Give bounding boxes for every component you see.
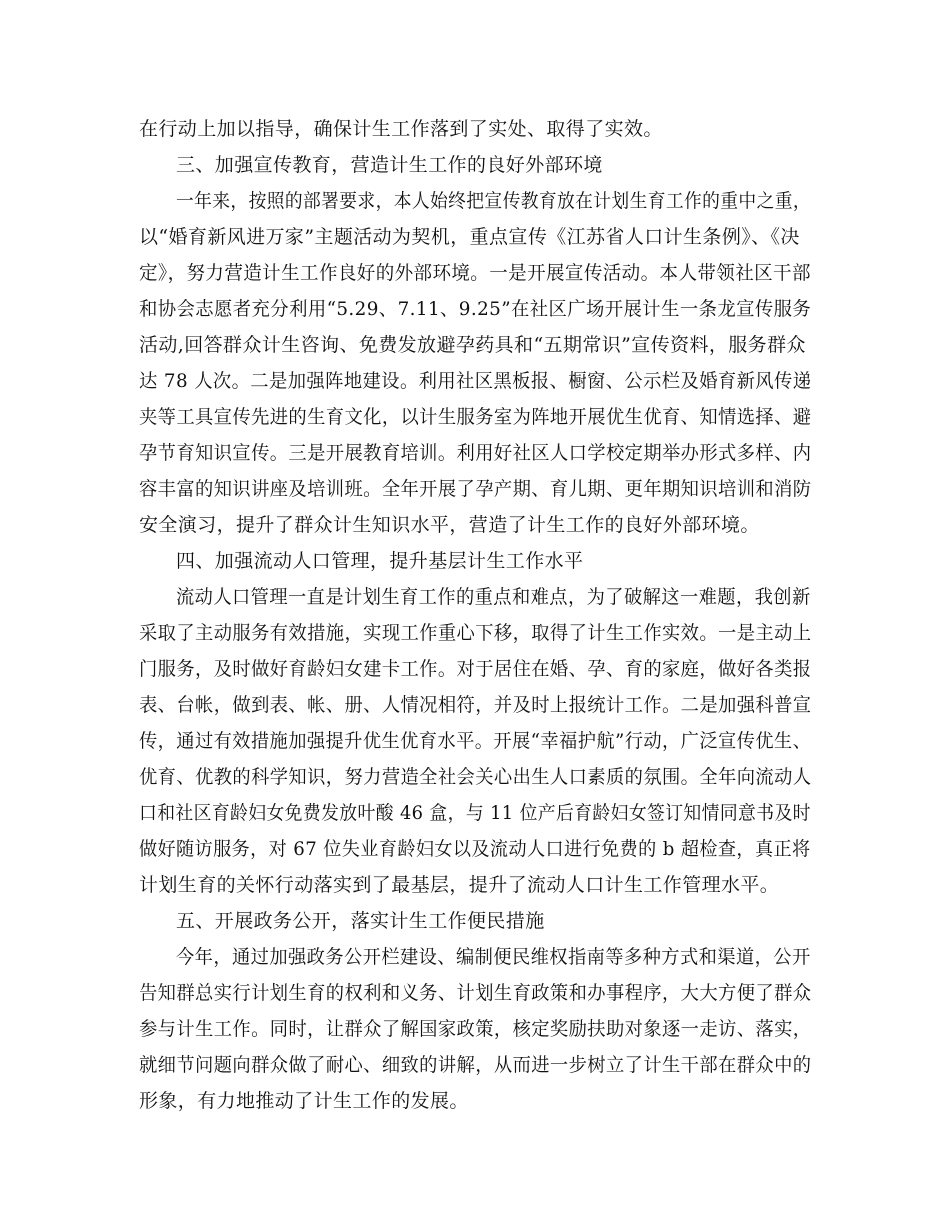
paragraph-line: 容丰富的知识讲座及培训班。全年开展了孕产期、育儿期、更年期知识培训和消防 bbox=[139, 478, 812, 500]
paragraph-line: 在行动上加以指导，确保计生工作落到了实处、取得了实效。 bbox=[139, 118, 663, 140]
section-heading-4: 四、加强流动人口管理，提升基层计生工作水平 bbox=[176, 550, 584, 572]
paragraph-line: 门服务，及时做好育龄妇女建卡工作。对于居住在婚、孕、育的家庭，做好各类报 bbox=[139, 658, 812, 680]
paragraph-line: 传，通过有效措施加强提升优生优育水平。开展“幸福护航”行动，广泛宣传优生、 bbox=[139, 730, 812, 752]
paragraph-line: 安全演习，提升了群众计生知识水平，营造了计生工作的良好外部环境。 bbox=[139, 514, 760, 536]
paragraph-line: 夹等工具宣传先进的生育文化，以计生服务室为阵地开展优生优育、知情选择、避 bbox=[139, 406, 812, 428]
paragraph-line: 定》，努力营造计生工作良好的外部环境。一是开展宣传活动。本人带领社区干部 bbox=[139, 262, 811, 284]
paragraph-line: 以“婚育新风进万家”主题活动为契机，重点宣传《江苏省人口计生条例》、《决 bbox=[139, 226, 800, 248]
paragraph-line: 活动,回答群众计生咨询、免费发放避孕药具和“五期常识”宣传资料，服务群众 bbox=[139, 334, 806, 356]
paragraph-line: 优育、优教的科学知识，努力营造全社会关心出生人口素质的氛围。全年向流动人 bbox=[139, 766, 812, 788]
section-heading-5: 五、开展政务公开，落实计生工作便民措施 bbox=[176, 910, 545, 932]
paragraph-line: 和协会志愿者充分利用“5.29、7.11、9.25”在社区广场开展计生一条龙宣传服务 bbox=[139, 298, 812, 320]
paragraph-line: 做好随访服务，对 67 位失业育龄妇女以及流动人口进行免费的 b 超检查，真正将 bbox=[139, 838, 811, 860]
paragraph-line: 采取了主动服务有效措施，实现工作重心下移，取得了计生工作实效。一是主动上 bbox=[139, 622, 812, 644]
paragraph-line: 就细节问题向群众做了耐心、细致的讲解，从而进一步树立了计生干部在群众中的 bbox=[139, 1054, 812, 1076]
paragraph-line: 一年来，按照的部署要求，本人始终把宣传教育放在计划生育工作的重中之重， bbox=[176, 190, 812, 212]
paragraph-line: 孕节育知识宣传。三是开展教育培训。利用好社区人口学校定期举办形式多样、内 bbox=[139, 442, 812, 464]
paragraph-line: 口和社区育龄妇女免费发放叶酸 46 盒，与 11 位产后育龄妇女签订知情同意书及时 bbox=[139, 802, 811, 824]
paragraph-line: 流动人口管理一直是计划生育工作的重点和难点，为了破解这一难题，我创新 bbox=[176, 586, 811, 608]
paragraph-line: 形象，有力地推动了计生工作的发展。 bbox=[139, 1090, 469, 1112]
paragraph-line: 参与计生工作。同时，让群众了解国家政策，核定奖励扶助对象逐一走访、落实， bbox=[139, 1018, 812, 1040]
paragraph-line: 今年，通过加强政务公开栏建设、编制便民维权指南等多种方式和渠道，公开 bbox=[176, 946, 811, 968]
paragraph-line: 表、台帐，做到表、帐、册、人情况相符，并及时上报统计工作。二是加强科普宣 bbox=[139, 694, 812, 716]
paragraph-line: 达 78 人次。二是加强阵地建设。利用社区黑板报、橱窗、公示栏及婚育新风传递 bbox=[139, 370, 812, 392]
section-heading-3: 三、加强宣传教育，营造计生工作的良好外部环境 bbox=[176, 154, 603, 176]
paragraph-line: 计划生育的关怀行动落实到了最基层，提升了流动人口计生工作管理水平。 bbox=[139, 874, 780, 896]
paragraph-line: 告知群总实行计划生育的权利和义务、计划生育政策和办事程序，大大方便了群众 bbox=[139, 982, 812, 1004]
